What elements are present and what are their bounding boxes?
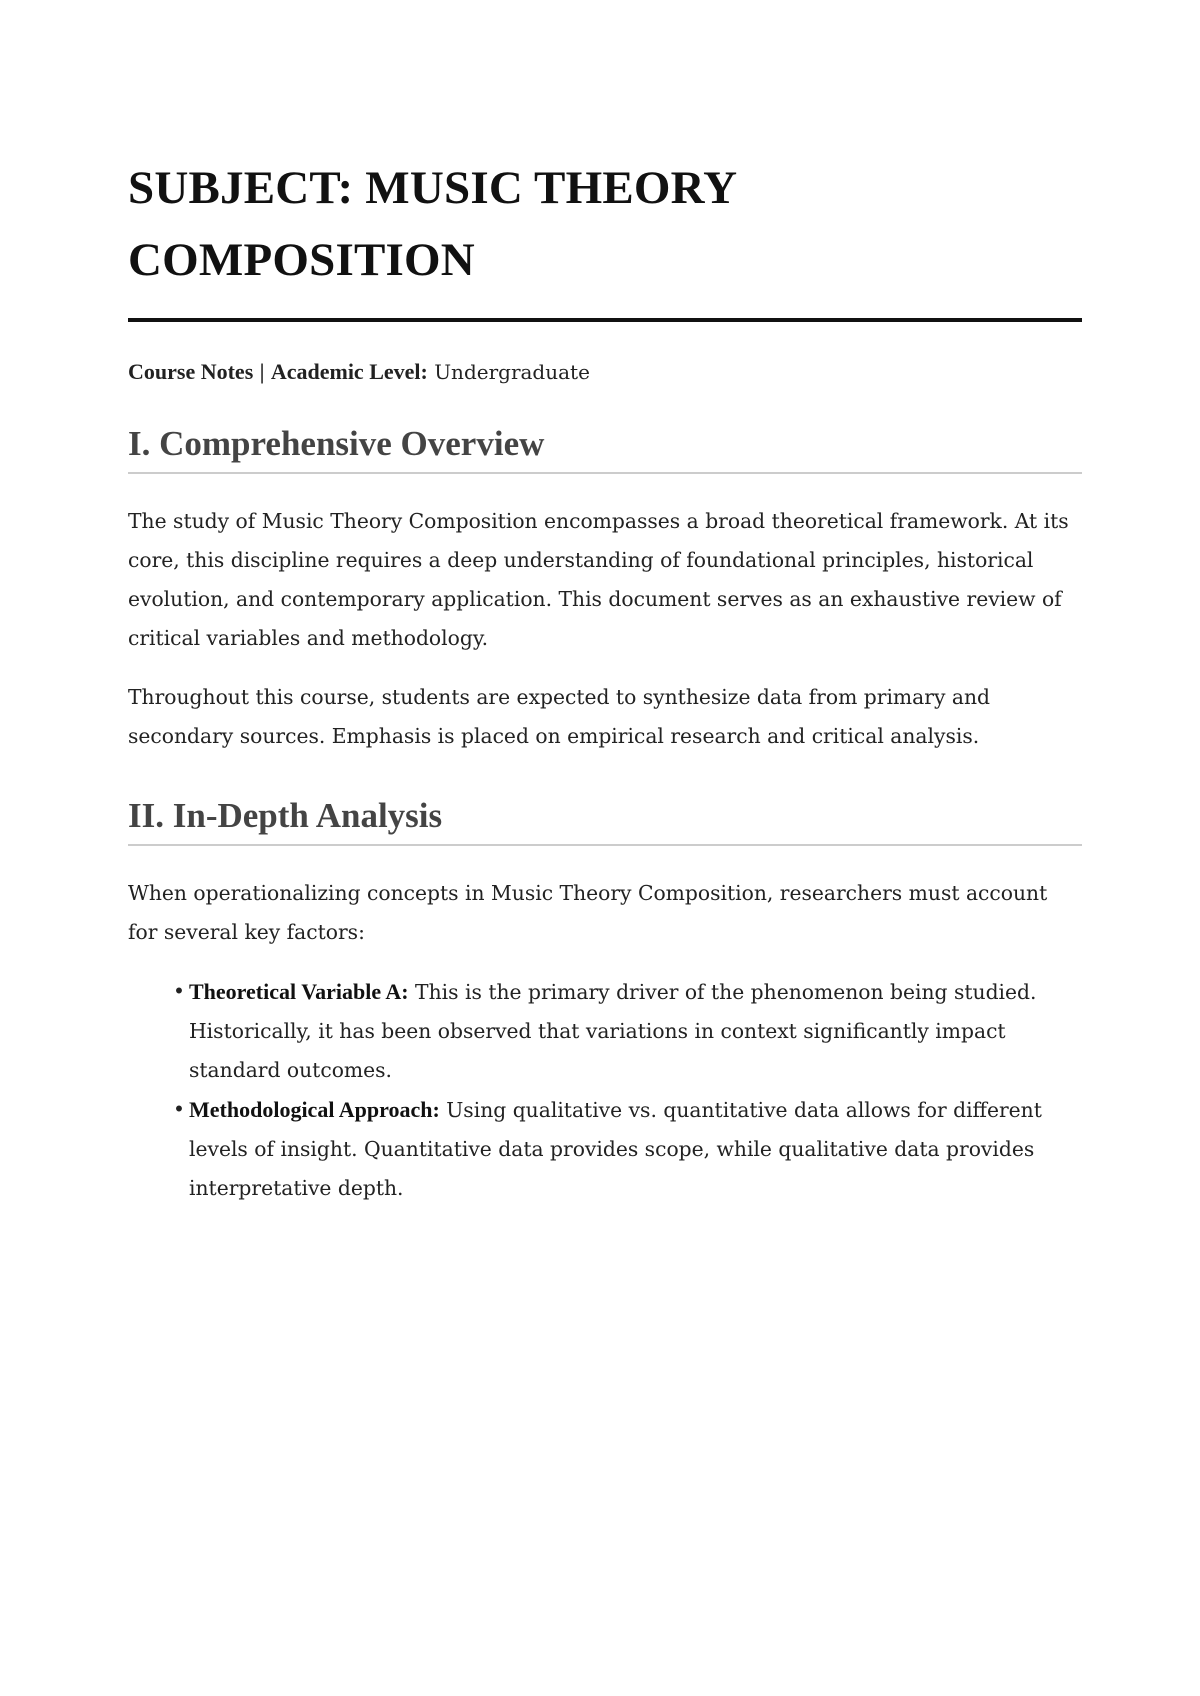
document-title: SUBJECT: MUSIC THEORY COMPOSITION <box>128 162 736 286</box>
section-heading-analysis: II. In-Depth Analysis <box>128 794 1082 846</box>
meta-separator: | <box>259 359 265 384</box>
bullet-icon: • <box>173 979 185 1003</box>
overview-paragraph-2: Throughout this course, students are expected to synthesize data from primary and secondary sources. Emphasis is placed on empirical research and critical analysis. <box>128 685 990 748</box>
key-factors-list <box>128 972 1082 1208</box>
title-divider <box>128 318 1082 322</box>
analysis-intro-paragraph: When operationalizing concepts in Music Theory Composition, researchers must account for several key factors: <box>128 881 1048 944</box>
list-item <box>173 972 1082 1090</box>
overview-paragraph-1: The study of Music Theory Composition encompasses a broad theoretical framework. At its core, this discipline requires a deep understanding of foundational principles, historical evolution, and contemporary application. This document serves as an exhaustive review of critical variables and methodology. <box>128 509 1069 650</box>
course-notes-label: Course Notes <box>128 359 254 384</box>
section-heading-overview: I. Comprehensive Overview <box>128 422 1082 474</box>
bullet-icon: • <box>173 1097 185 1121</box>
list-item-text: Using qualitative vs. quantitative data allows for different levels of insight. Quantitative data provides scope, while qualitative data provides interpretative depth. <box>189 1098 1042 1200</box>
list-item-term: Theoretical Variable A: <box>189 979 409 1004</box>
course-meta <box>128 358 1082 386</box>
academic-level-value: Undergraduate <box>434 360 590 384</box>
list-item-text: This is the primary driver of the phenomenon being studied. Historically, it has been observed that variations in context significantly impact standard outcomes. <box>189 980 1037 1082</box>
list-item-term: Methodological Approach: <box>189 1097 440 1122</box>
academic-level-label: Academic Level: <box>270 359 428 384</box>
document-page <box>128 0 1082 1208</box>
list-item <box>173 1090 1082 1208</box>
